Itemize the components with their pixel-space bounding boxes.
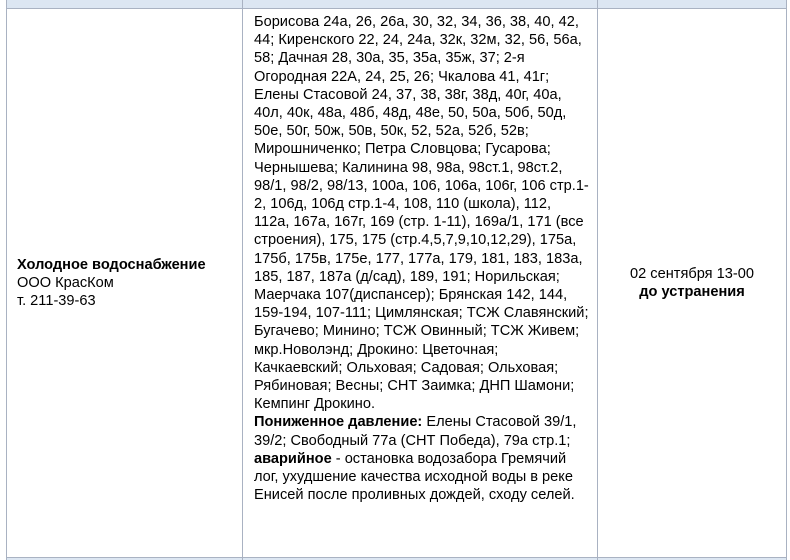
emergency-text: - остановка водозабора Гремячий лог, ухудшение качества исходной воды в реке Енисей после проливных дождей, сходу селей. <box>254 450 575 504</box>
low-pressure-note <box>254 413 589 449</box>
addresses-cell <box>243 9 598 558</box>
emergency-label: аварийное <box>254 450 332 467</box>
provider-phone: т. 211-39-63 <box>17 293 96 309</box>
outage-table <box>6 0 787 560</box>
prev-cell-2 <box>243 0 598 9</box>
prev-cell-1 <box>7 0 243 9</box>
previous-row-strip <box>7 0 787 9</box>
service-cell <box>7 9 243 558</box>
emergency-note <box>254 450 589 505</box>
low-pressure-text: Елены Стасовой 39/1, 39/2; Свободный 77а (СНТ Победа), 79а стр.1; <box>254 414 577 449</box>
service-name: Холодное водоснабжение <box>17 257 206 273</box>
low-pressure-label: Пониженное давление: <box>254 414 423 431</box>
address-list: Борисова 24а, 26, 26а, 30, 32, 34, 36, 38, 40, 42, 44; Киренского 22, 24, 24а, 32к, 32м, 32, 56, 56а, 58; Дачная 28, 30а, 35, 35а, 35ж, 37; 2-я Огородная 22А, 24, 25, 26; Чкалова 41, 41г; Елены Стасовой 24, 37, 38, 38г, 38д, 40г, 40а, 40л, 40к, 48а, 48б, 48д, 48е, 50, 50а, 50б, 50д, 50е, 50г, 50ж, 50в, 50к, 52, 52а, 52б, 52в; Мирошниченко; Петра Словцова; Гусарова; Чернышева; Калинина 98, 98а, 98ст.1, 98ст.2, 98/1, 98/2, 98/13, 100а, 106, 106а, 106г, 106 стр.1-2, 106д, 106д стр.1-4, 108, 110 (школа), 112, 112а, 167а, 167г, 169 (стр. 1-11), 169а/1, 171 (все строения), 175, 175 (стр.4,5,7,9,10,12,29), 175а, 175б, 175в, 175е, 177, 177а, 179, 181, 183, 183а, 185, 187, 187а (д/сад), 189, 191; Норильская; Маерчака 107(диспансер); Брянская 142, 144, 159-194, 107-111; Цимлянская; ТСЖ Славянский; Бугачево; Минино; ТСЖ Овинный; ТСЖ Живем; мкр.Новолэнд; Дрокино: Цветочная; Качкаевский; Ольховая; Садовая; Ольховая; Рябиновая; Весны; СНТ Заимка; ДНП Шамони; Кемпинг Дрокино. <box>254 14 589 413</box>
provider-name: ООО КрасКом <box>17 275 114 291</box>
end-time: до устранения <box>639 284 745 300</box>
prev-cell-3 <box>598 0 787 9</box>
table-row <box>7 9 787 558</box>
start-time: 02 сентября 13-00 <box>630 266 754 282</box>
time-cell <box>598 9 787 558</box>
